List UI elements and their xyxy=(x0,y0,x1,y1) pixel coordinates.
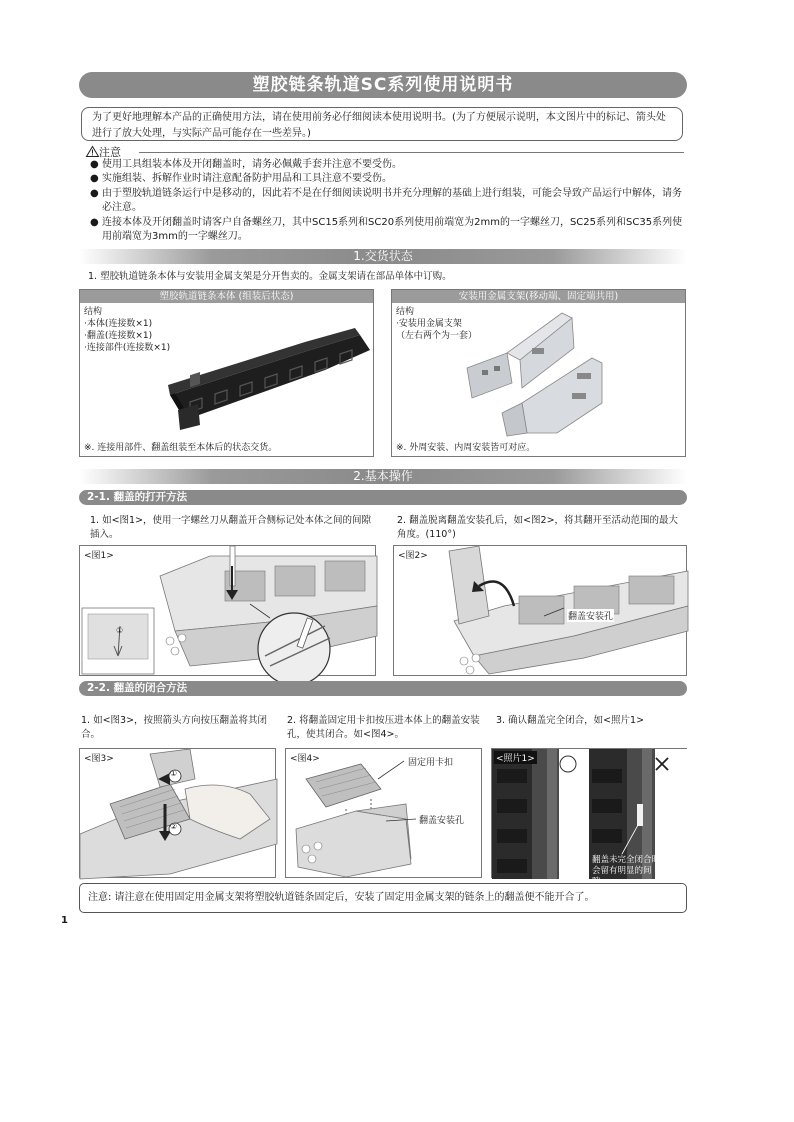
photo-1-note: 翻盖未完全闭合时会留有明显的间隙。 xyxy=(592,855,661,887)
close-step1: 1. 如<图3>，按照箭头方向按压翻盖将其闭合。 xyxy=(81,715,268,740)
caution-item: ● 使用工具组装本体及开闭翻盖时，请务必佩戴手套并注意不要受伤。 xyxy=(90,158,688,172)
chain-struct-text xyxy=(84,306,170,354)
struct-line: ·翻盖(连接数×1) xyxy=(84,331,153,341)
figure-2-drawing xyxy=(394,546,688,677)
caution-list xyxy=(90,158,688,244)
figure-2-callout: 翻盖安装孔 xyxy=(567,609,614,622)
figure-4-callout-clip: 固定用卡扣 xyxy=(408,758,454,768)
photo-1 xyxy=(491,748,687,887)
metal-bracket-image xyxy=(462,308,612,438)
struct-line: （左右两个为一套） xyxy=(396,331,478,341)
photo-1-label: <照片1> xyxy=(494,751,537,764)
figure-4 xyxy=(285,748,482,878)
open-step2: 2. 翻盖脱离翻盖安装孔后，如<图2>，将其翻开至活动范围的最大角度。(110°) xyxy=(397,515,679,540)
figure-4-callout-hole: 翻盖安装孔 xyxy=(419,816,465,826)
figure-1-label: <图1> xyxy=(84,551,114,561)
note-box: 注意: 请注意在使用固定用金属支架将塑胶轨道链条固定后，安装了固定用金属支架的链条上的翻盖便不能开合了。 xyxy=(79,883,687,913)
page-number: 1 xyxy=(61,915,68,926)
caution-label: 注意 xyxy=(99,146,121,159)
close-step3: 3. 确认翻盖完全闭合，如<照片1> xyxy=(496,715,645,726)
open-step1: 1. 如<图1>，使用一字螺丝刀从翻盖开合侧标记处本体之间的间隙插入。 xyxy=(90,515,372,540)
bracket-box xyxy=(391,289,686,457)
intro-box: 为了更好地理解本产品的正确使用方法，请在使用前务必仔细阅读本使用说明书。(为了方便展示说明，本文图片中的标记、箭头处进行了放大处理，与实际产品可能存在一些差异。) xyxy=(81,107,683,141)
figure-3-label: <图3> xyxy=(84,754,114,764)
section1-text: 1. 塑胶轨道链条本体与安装用金属支架是分开售卖的。金属支架请在部品单体中订购。 xyxy=(88,271,452,282)
figure-1-drawing xyxy=(80,546,377,677)
bracket-footnote: ※. 外周安装、内周安装皆可对应。 xyxy=(396,443,536,453)
caution-item: ● 连接本体及开闭翻盖时请客户自备螺丝刀，其中SC15系列和SC20系列使用前端宽为2mm的一字螺丝刀，SC25系列和SC35系列使用前端宽为3mm的一字螺丝刀。 xyxy=(90,216,688,245)
figure-3-mark-2: ② xyxy=(170,822,178,831)
figure-3-mark-1: ① xyxy=(170,769,178,778)
figure-2-label: <图2> xyxy=(398,551,428,561)
section2-title: 2.基本操作 xyxy=(79,469,687,484)
figure-3-drawing xyxy=(80,749,277,879)
struct-line: ·连接部件(连接数×1) xyxy=(84,343,171,353)
chain-track-image xyxy=(160,310,372,430)
struct-label: 结构 xyxy=(84,307,103,317)
chain-body-box-header: 塑胶轨道链条本体 (组装后状态) xyxy=(80,290,373,303)
figure-1-mark: ① xyxy=(116,626,124,635)
figure-1 xyxy=(79,545,376,676)
section1-title: 1.交货状态 xyxy=(79,249,687,264)
struct-label: 结构 xyxy=(396,307,415,317)
caution-item: ● 由于塑胶轨道链条运行中是移动的，因此若不是在仔细阅读说明书并充分理解的基础上进行组装，可能会导致产品运行中解体，请务必注意。 xyxy=(90,187,688,216)
caution-divider xyxy=(139,152,684,153)
struct-line: ·本体(连接数×1) xyxy=(84,319,153,329)
figure-3 xyxy=(79,748,276,878)
bracket-box-header: 安装用金属支架(移动端、固定端共用) xyxy=(392,290,685,303)
close-step2: 2. 将翻盖固定用卡扣按压进本体上的翻盖安装孔，使其闭合。如<图4>。 xyxy=(287,715,480,740)
figure-4-label: <图4> xyxy=(290,754,320,764)
caution-item: ● 实施组装、拆解作业时请注意配备防护用品和工具注意不要受伤。 xyxy=(90,172,688,186)
sub1-title: 2-1. 翻盖的打开方法 xyxy=(79,490,687,505)
figure-2 xyxy=(393,545,687,676)
page-title: 塑胶链条轨道SC系列使用说明书 xyxy=(79,72,687,98)
chain-footnote: ※. 连接用部件、翻盖组装至本体后的状态交货。 xyxy=(84,443,278,453)
warning-icon xyxy=(86,146,99,157)
struct-line: ·安装用金属支架 xyxy=(396,319,462,329)
chain-body-box xyxy=(79,289,374,457)
sub2-title: 2-2. 翻盖的闭合方法 xyxy=(79,681,687,696)
